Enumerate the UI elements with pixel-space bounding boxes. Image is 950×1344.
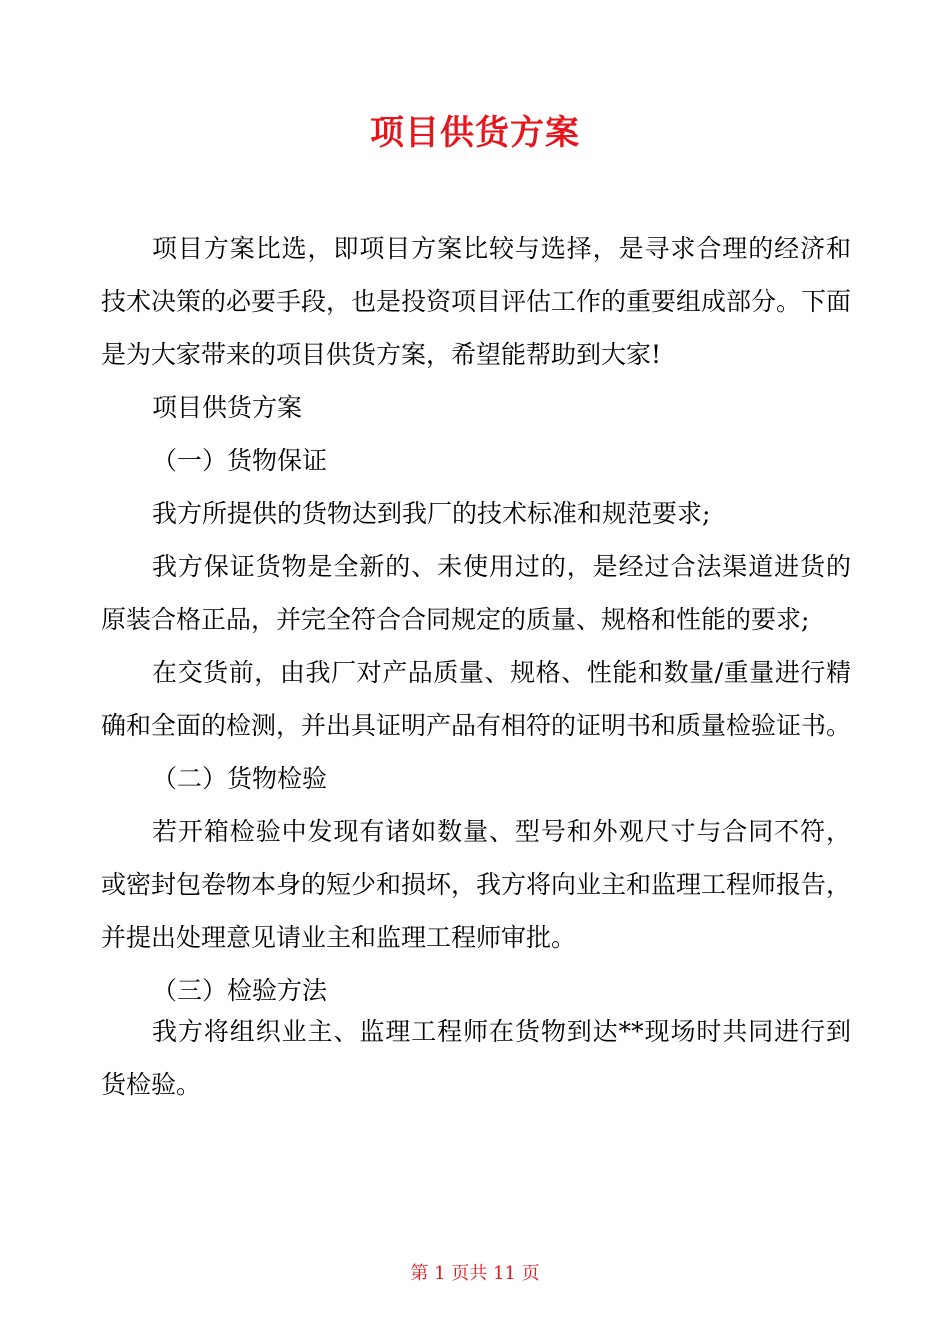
section-heading-1: （一）货物保证 <box>152 446 328 475</box>
document-title: 项目供货方案 <box>370 113 580 153</box>
page-footer: 第 1 页共 11 页 <box>410 1263 540 1284</box>
section-heading-3: （三）检验方法 <box>152 976 328 1005</box>
paragraph-3: 在交货前，由我厂对产品质量、规格、性能和数量/重量进行精确和全面的检测，并出具证明产品有相符的证明书和质量检验证书。 <box>101 658 852 740</box>
paragraph-intro: 项目方案比选，即项目方案比较与选择，是寻求合理的经济和技术决策的必要手段，也是投资项目评估工作的重要组成部分。下面是为大家带来的项目供货方案，希望能帮助到大家! <box>101 234 852 369</box>
document-body <box>101 222 851 1111</box>
paragraph-5: 我方将组织业主、监理工程师在货物到达**现场时共同进行到货检验。 <box>101 1017 851 1099</box>
paragraph-2: 我方保证货物是全新的、未使用过的，是经过合法渠道进货的原装合格正品，并完全符合合同规定的质量、规格和性能的要求; <box>101 552 851 634</box>
paragraph-4: 若开箱检验中发现有诸如数量、型号和外观尺寸与合同不符，或密封包卷物本身的短少和损坏，我方将向业主和监理工程师报告，并提出处理意见请业主和监理工程师审批。 <box>101 817 852 952</box>
section-heading-main: 项目供货方案 <box>152 393 303 422</box>
paragraph-1: 我方所提供的货物达到我厂的技术标准和规范要求; <box>152 499 711 528</box>
section-heading-2: （二）货物检验 <box>152 764 328 793</box>
